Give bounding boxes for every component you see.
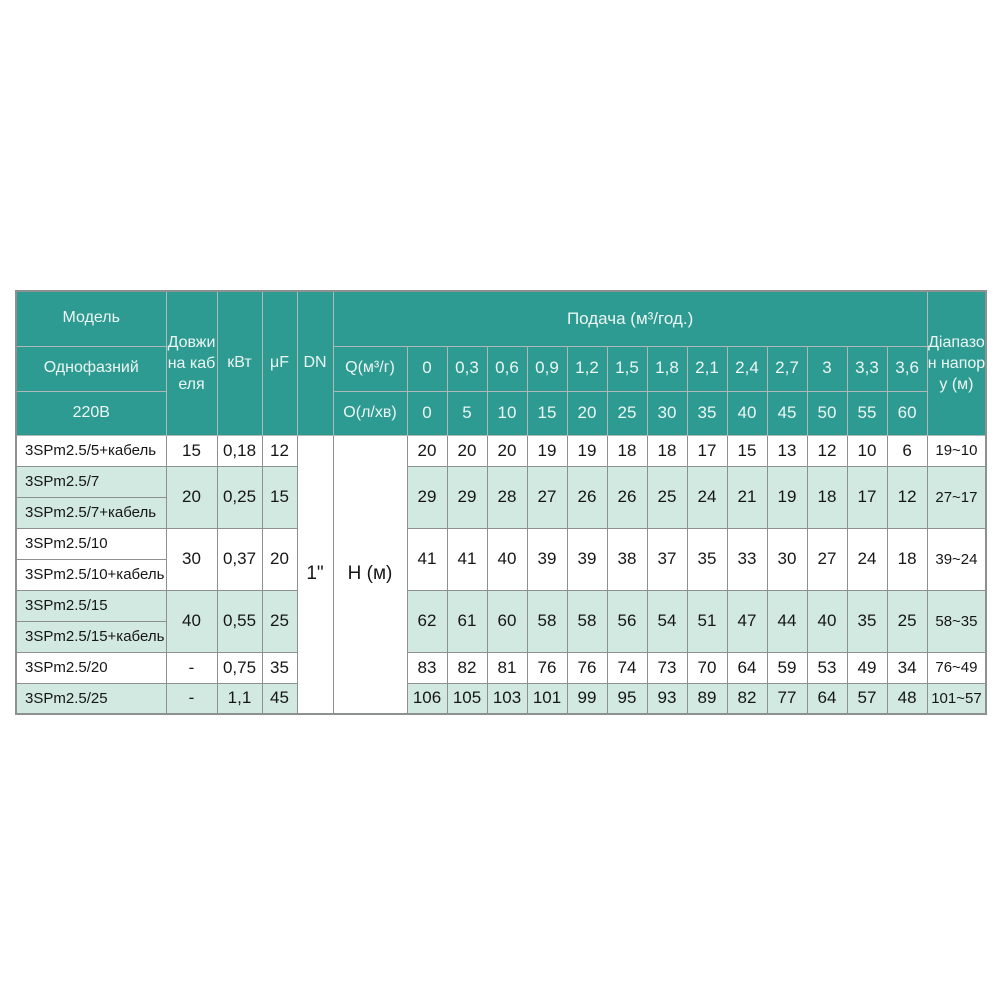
value-cell: 61 [447,590,487,652]
header-capacitance-unit: μF [262,291,297,435]
header-q-value: 1,2 [567,346,607,391]
header-q-value: 3,3 [847,346,887,391]
header-q-value: 2,1 [687,346,727,391]
value-cell: 19 [567,435,607,466]
cable-cell: 15 [166,435,217,466]
value-cell: 19 [767,466,807,528]
value-cell: 54 [647,590,687,652]
value-cell: 77 [767,683,807,714]
value-cell: 70 [687,652,727,683]
header-range-title: Діапазон напору (м) [927,291,986,435]
header-cable-length: Довжина кабеля [166,291,217,435]
value-cell: 20 [487,435,527,466]
model-cell: 3SPm2.5/20 [16,652,166,683]
value-cell: 62 [407,590,447,652]
kw-cell: 0,18 [217,435,262,466]
value-cell: 19 [527,435,567,466]
value-cell: 56 [607,590,647,652]
uf-cell: 12 [262,435,297,466]
value-cell: 105 [447,683,487,714]
model-cell: 3SPm2.5/10+кабель [16,559,166,590]
uf-cell: 35 [262,652,297,683]
header-power-unit: кВт [217,291,262,435]
value-cell: 25 [887,590,927,652]
range-cell: 19~10 [927,435,986,466]
header-q-value: 2,4 [727,346,767,391]
model-cell: 3SPm2.5/10 [16,528,166,559]
value-cell: 60 [487,590,527,652]
header-voltage: 220В [16,391,166,435]
cable-cell: 20 [166,466,217,528]
header-o-value: 25 [607,391,647,435]
table-row [16,683,986,714]
value-cell: 59 [767,652,807,683]
header-q-value: 0,9 [527,346,567,391]
range-cell: 101~57 [927,683,986,714]
value-cell: 12 [807,435,847,466]
header-o-value: 10 [487,391,527,435]
header-o-value: 60 [887,391,927,435]
kw-cell: 0,37 [217,528,262,590]
header-o-label: О(л/хв) [333,391,407,435]
value-cell: 103 [487,683,527,714]
value-cell: 18 [647,435,687,466]
header-q-value: 1,5 [607,346,647,391]
value-cell: 58 [527,590,567,652]
header-phase: Однофазний [16,346,166,391]
table-row [16,590,986,621]
model-cell: 3SPm2.5/25 [16,683,166,714]
value-cell: 20 [447,435,487,466]
value-cell: 13 [767,435,807,466]
value-cell: 39 [527,528,567,590]
cable-cell: - [166,652,217,683]
model-cell: 3SPm2.5/7+кабель [16,497,166,528]
value-cell: 34 [887,652,927,683]
value-cell: 99 [567,683,607,714]
range-cell: 27~17 [927,466,986,528]
uf-cell: 20 [262,528,297,590]
header-o-value: 45 [767,391,807,435]
table-row [16,652,986,683]
value-cell: 33 [727,528,767,590]
value-cell: 73 [647,652,687,683]
value-cell: 64 [727,652,767,683]
value-cell: 18 [887,528,927,590]
header-o-value: 40 [727,391,767,435]
kw-cell: 0,55 [217,590,262,652]
uf-cell: 15 [262,466,297,528]
value-cell: 21 [727,466,767,528]
cable-cell: 40 [166,590,217,652]
header-row-1 [16,291,986,346]
header-q-label: Q(м³/г) [333,346,407,391]
header-row-2 [16,346,986,391]
value-cell: 51 [687,590,727,652]
value-cell: 35 [847,590,887,652]
value-cell: 64 [807,683,847,714]
table-row [16,528,986,559]
model-cell: 3SPm2.5/15 [16,590,166,621]
value-cell: 10 [847,435,887,466]
value-cell: 30 [767,528,807,590]
table-row [16,435,986,466]
header-flow-title: Подача (м³/год.) [333,291,927,346]
value-cell: 12 [887,466,927,528]
header-q-value: 1,8 [647,346,687,391]
value-cell: 20 [407,435,447,466]
header-q-value: 0,6 [487,346,527,391]
dn-value-cell: 1" [297,435,333,714]
range-cell: 76~49 [927,652,986,683]
header-o-value: 5 [447,391,487,435]
header-q-value: 2,7 [767,346,807,391]
header-q-value: 0,3 [447,346,487,391]
value-cell: 47 [727,590,767,652]
cable-cell: - [166,683,217,714]
value-cell: 39 [567,528,607,590]
header-o-value: 20 [567,391,607,435]
header-q-value: 3,6 [887,346,927,391]
value-cell: 18 [607,435,647,466]
value-cell: 26 [567,466,607,528]
value-cell: 58 [567,590,607,652]
header-o-value: 30 [647,391,687,435]
value-cell: 35 [687,528,727,590]
value-cell: 44 [767,590,807,652]
value-cell: 101 [527,683,567,714]
value-cell: 74 [607,652,647,683]
header-q-value: 3 [807,346,847,391]
header-o-value: 15 [527,391,567,435]
value-cell: 40 [807,590,847,652]
header-q-value: 0 [407,346,447,391]
value-cell: 15 [727,435,767,466]
value-cell: 27 [807,528,847,590]
value-cell: 25 [647,466,687,528]
value-cell: 89 [687,683,727,714]
value-cell: 82 [447,652,487,683]
kw-cell: 0,25 [217,466,262,528]
header-o-value: 0 [407,391,447,435]
model-cell: 3SPm2.5/5+кабель [16,435,166,466]
header-model: Модель [16,291,166,346]
value-cell: 83 [407,652,447,683]
model-cell: 3SPm2.5/7 [16,466,166,497]
value-cell: 6 [887,435,927,466]
model-cell: 3SPm2.5/15+кабель [16,621,166,652]
value-cell: 76 [527,652,567,683]
head-label-cell: Н (м) [333,435,407,714]
header-o-value: 55 [847,391,887,435]
value-cell: 17 [687,435,727,466]
cable-cell: 30 [166,528,217,590]
value-cell: 48 [887,683,927,714]
value-cell: 18 [807,466,847,528]
value-cell: 93 [647,683,687,714]
header-row-3 [16,391,986,435]
header-dn: DN [297,291,333,435]
range-cell: 39~24 [927,528,986,590]
value-cell: 29 [407,466,447,528]
value-cell: 24 [687,466,727,528]
value-cell: 38 [607,528,647,590]
table-row [16,466,986,497]
pump-spec-table [15,290,987,715]
kw-cell: 0,75 [217,652,262,683]
value-cell: 40 [487,528,527,590]
value-cell: 17 [847,466,887,528]
value-cell: 41 [407,528,447,590]
kw-cell: 1,1 [217,683,262,714]
value-cell: 37 [647,528,687,590]
value-cell: 41 [447,528,487,590]
value-cell: 49 [847,652,887,683]
value-cell: 26 [607,466,647,528]
value-cell: 95 [607,683,647,714]
value-cell: 29 [447,466,487,528]
header-o-value: 35 [687,391,727,435]
value-cell: 82 [727,683,767,714]
value-cell: 76 [567,652,607,683]
header-o-value: 50 [807,391,847,435]
uf-cell: 45 [262,683,297,714]
value-cell: 106 [407,683,447,714]
value-cell: 28 [487,466,527,528]
value-cell: 57 [847,683,887,714]
value-cell: 24 [847,528,887,590]
pump-spec-table-wrap [15,290,987,715]
value-cell: 27 [527,466,567,528]
value-cell: 81 [487,652,527,683]
range-cell: 58~35 [927,590,986,652]
uf-cell: 25 [262,590,297,652]
value-cell: 53 [807,652,847,683]
